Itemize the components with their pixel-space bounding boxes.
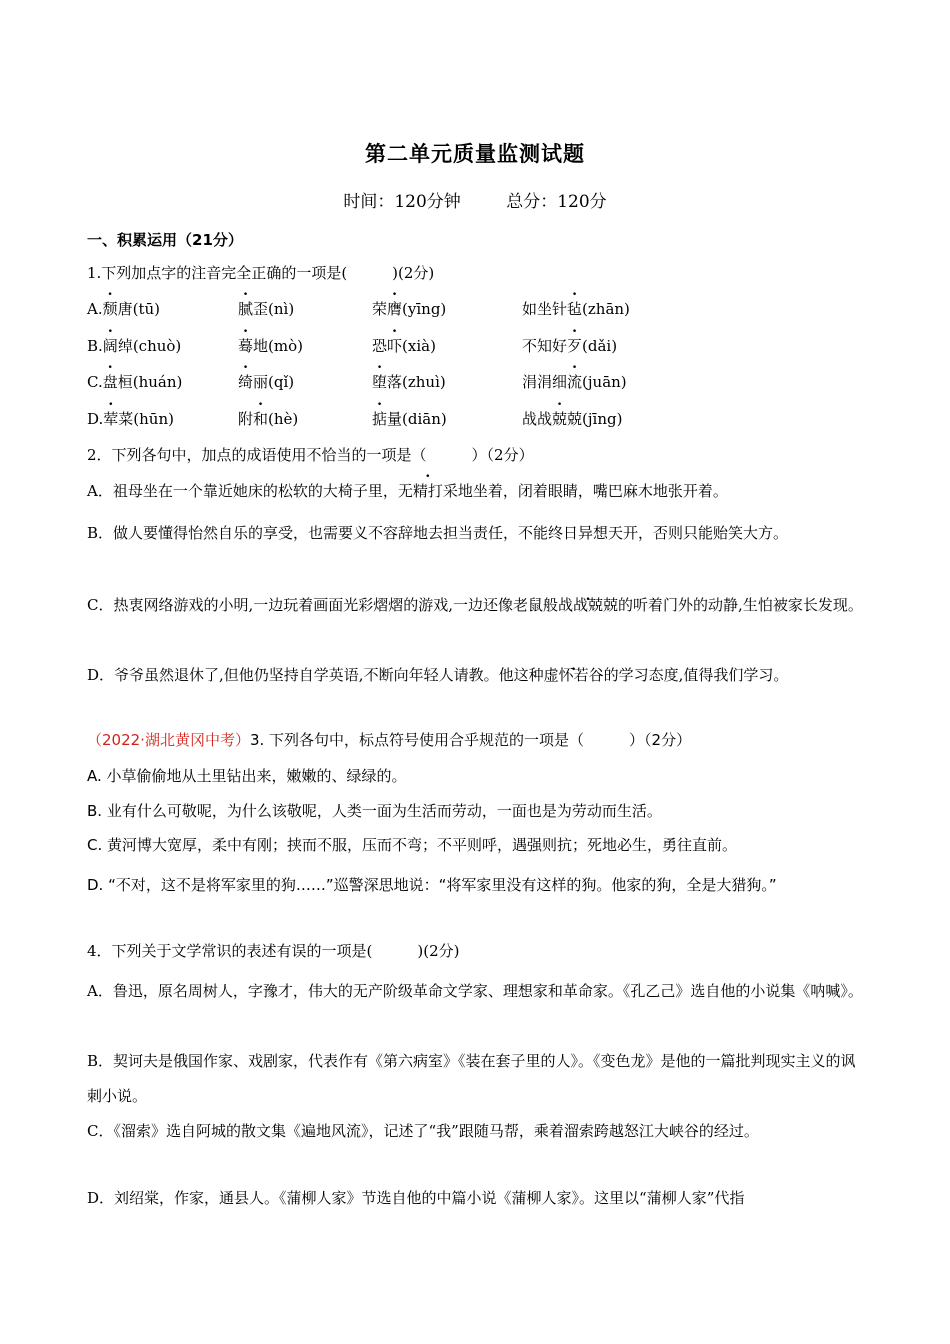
q1-option-d4: 战战兢兢(jīng) <box>522 410 623 428</box>
q3-option-b: B. 业有什么可敬呢，为什么该敬呢，人类一面为生活而劳动，一面也是为劳动而生活。 <box>87 802 662 820</box>
q2-stem: 2．下列各句中，加点的成语使用不恰当的一项是（ ）（2分） <box>87 446 534 464</box>
q1-option-d3: 掂量(diān) <box>372 410 447 428</box>
q1-option-a2: 腻歪(nì) <box>238 300 295 318</box>
q3-option-d: D. “不对，这不是将军家里的狗……”巡警深思地说：“将军家里没有这样的狗。他家的狗，全是大猎狗。” <box>87 876 777 894</box>
q3-option-c: C. 黄河博大宽厚，柔中有刚；挟而不服，压而不弯；不平则呼，遇强则抗；死地必生，勇往直前。 <box>87 836 738 854</box>
q1-option-b1: B.阔绰(chuò) <box>87 337 182 355</box>
q1-option-c3: 堕落(zhuì) <box>372 373 446 391</box>
q3-option-a: A. 小草偷偷地从土里钻出来，嫩嫩的、绿绿的。 <box>87 767 407 785</box>
time-limit: 时间：120分钟 <box>343 192 461 212</box>
q1-stem: 1.下列加点字的注音完全正确的一项是( )(2分) <box>87 264 435 282</box>
section-heading: 一、积累运用（21分） <box>87 231 243 249</box>
q1-option-a1: A.颓唐(tū) <box>87 300 161 318</box>
page-title: 第二单元质量监测试题 <box>365 141 585 166</box>
q4-option-d: D．刘绍棠，作家，通县人。《蒲柳人家》节选自他的中篇小说《蒲柳人家》。这里以“蒲柳人家”代指 <box>87 1189 745 1207</box>
q1-option-b3: 恐吓(xià) <box>372 337 436 355</box>
q3-source: （2022·湖北黄冈中考） <box>87 731 250 749</box>
q2-option-c: C．热衷网络游戏的小明,一边玩着画面光彩熠熠的游戏,一边还像老鼠般战战兢兢的听着门外的动静,生怕被家长发现。 <box>87 596 863 614</box>
q4-stem: 4．下列关于文学常识的表述有误的一项是( )(2分) <box>87 942 460 960</box>
q1-option-a3: 荣膺(yīng) <box>372 300 447 318</box>
q2-option-d: D．爷爷虽然退休了,但他仍坚持自学英语,不断向年轻人请教。他这种虚怀若谷的学习态度,值得我们学习。 <box>87 666 789 684</box>
q1-option-b2: 蓦地(mò) <box>238 337 303 355</box>
q1-option-d2: 附和(hè) <box>238 410 299 428</box>
q2-option-a: A．祖母坐在一个靠近她床的松软的大椅子里，无精打采地坐着，闭着眼睛，嘴巴麻木地张开着。 <box>87 482 728 500</box>
q4-option-b: B．契诃夫是俄国作家、戏剧家，代表作有《第六病室》《装在套子里的人》。《变色龙》是他的一篇批判现实主义的讽刺小说。 <box>87 1052 856 1105</box>
q1-option-c1: C.盘桓(huán) <box>87 373 183 391</box>
q4-option-a: A．鲁迅，原名周树人，字豫才，伟大的无产阶级革命文学家、理想家和革命家。《孔乙己》选自他的小说集《呐喊》。 <box>87 982 863 1000</box>
q1-option-d1: D.荤菜(hūn) <box>87 410 174 428</box>
exam-info <box>0 187 950 212</box>
q1-option-c2: 绮丽(qǐ) <box>238 373 295 391</box>
total-score: 总分：120分 <box>506 192 607 212</box>
q1-option-c4: 涓涓细流(juān) <box>522 373 627 391</box>
q4-option-c: C．《溜索》选自阿城的散文集《遍地风流》，记述了“我”跟随马帮，乘着溜索跨越怒江大峡谷的经过。 <box>87 1122 759 1140</box>
q3-stem: （2022·湖北黄冈中考）3. 下列各句中，标点符号使用合乎规范的一项是（ ）（2分） <box>87 731 692 749</box>
q2-option-b: B．做人要懂得怡然自乐的享受，也需要义不容辞地去担当责任，不能终日异想天开，否则只能贻笑大方。 <box>87 524 789 542</box>
q1-option-b4: 不知好歹(dǎi) <box>522 337 618 355</box>
q1-option-a4: 如坐针毡(zhān) <box>522 300 630 318</box>
